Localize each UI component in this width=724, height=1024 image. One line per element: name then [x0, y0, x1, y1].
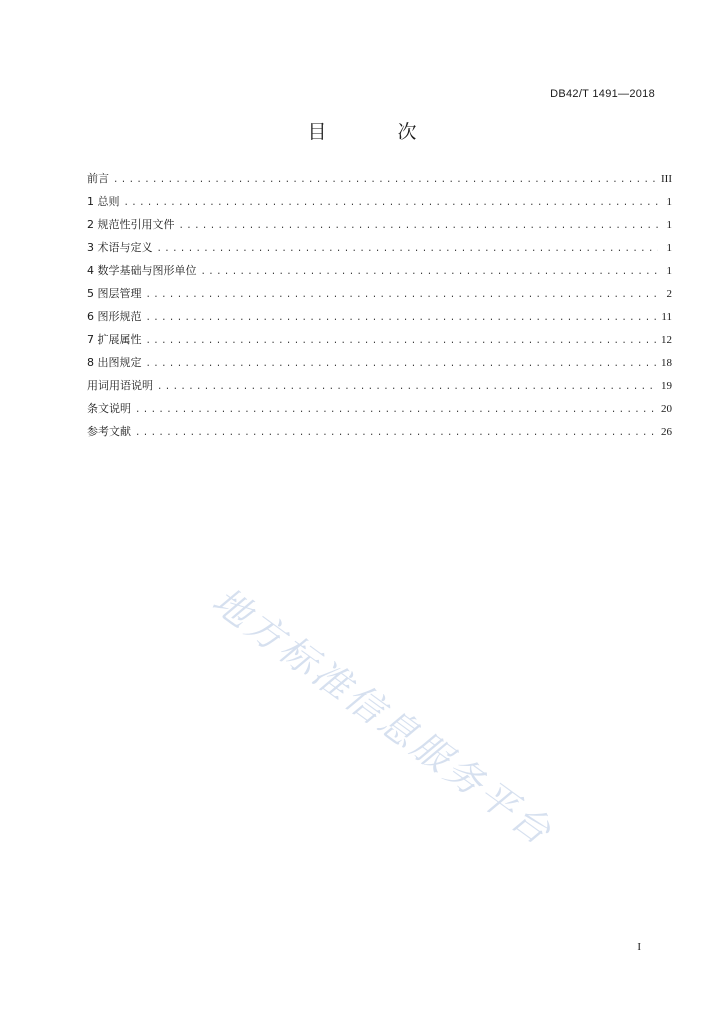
toc-dot-leader	[135, 424, 657, 442]
toc-entry-page: 1	[666, 242, 672, 254]
toc-dot-leader	[157, 378, 657, 396]
toc-entry-page: 1	[666, 196, 672, 208]
toc-dot-leader	[124, 194, 659, 212]
toc-dot-leader	[135, 401, 657, 419]
toc-entry-label: 5 图层管理	[87, 287, 142, 300]
toc-dot-leader	[146, 355, 658, 373]
toc-entry-math-basis[interactable]	[87, 262, 672, 285]
toc-entry-layer-management[interactable]	[87, 285, 672, 308]
toc-entry-page: 12	[661, 334, 672, 346]
toc-entry-label: 1 总则	[87, 195, 120, 208]
toc-entry-label: 6 图形规范	[87, 310, 142, 323]
toc-entry-label: 参考文献	[87, 425, 131, 438]
toc-entry-terms-definitions[interactable]	[87, 239, 672, 262]
toc-entry-foreword[interactable]	[87, 170, 672, 193]
toc-entry-page: 20	[661, 403, 672, 415]
toc-entry-bibliography[interactable]	[87, 423, 672, 446]
toc-dot-leader	[146, 309, 658, 327]
toc-entry-page: III	[661, 173, 672, 185]
table-of-contents	[87, 170, 672, 446]
toc-dot-leader	[146, 286, 659, 304]
toc-dot-leader	[113, 171, 657, 189]
toc-entry-label: 7 扩展属性	[87, 333, 142, 346]
toc-entry-general[interactable]	[87, 193, 672, 216]
page-title: 目 次	[307, 121, 443, 143]
toc-dot-leader	[157, 240, 659, 258]
toc-entry-label: 用词用语说明	[87, 379, 153, 392]
toc-entry-label: 8 出图规定	[87, 356, 142, 369]
page-number: I	[637, 941, 641, 953]
toc-entry-clause-explanation[interactable]	[87, 400, 672, 423]
toc-entry-label: 2 规范性引用文件	[87, 218, 175, 231]
toc-entry-page: 19	[661, 380, 672, 392]
toc-entry-graphic-specification[interactable]	[87, 308, 672, 331]
toc-entry-label: 前言	[87, 172, 109, 185]
toc-entry-label: 3 术语与定义	[87, 241, 153, 254]
toc-dot-leader	[146, 332, 658, 350]
toc-entry-page: 1	[666, 219, 672, 231]
toc-entry-page: 1	[666, 265, 672, 277]
toc-entry-output-rules[interactable]	[87, 354, 672, 377]
toc-entry-page: 2	[666, 288, 672, 300]
toc-entry-page: 18	[661, 357, 672, 369]
toc-entry-extended-attributes[interactable]	[87, 331, 672, 354]
toc-entry-label: 4 数学基础与图形单位	[87, 264, 197, 277]
toc-entry-page: 11	[661, 311, 672, 323]
toc-entry-normative-references[interactable]	[87, 216, 672, 239]
standard-code: DB42/T 1491—2018	[550, 88, 655, 100]
watermark: 地方标准信息服务平台	[204, 578, 562, 855]
toc-entry-label: 条文说明	[87, 402, 131, 415]
toc-dot-leader	[201, 263, 659, 281]
toc-dot-leader	[179, 217, 659, 235]
toc-entry-wording-explanation[interactable]	[87, 377, 672, 400]
toc-entry-page: 26	[661, 426, 672, 438]
